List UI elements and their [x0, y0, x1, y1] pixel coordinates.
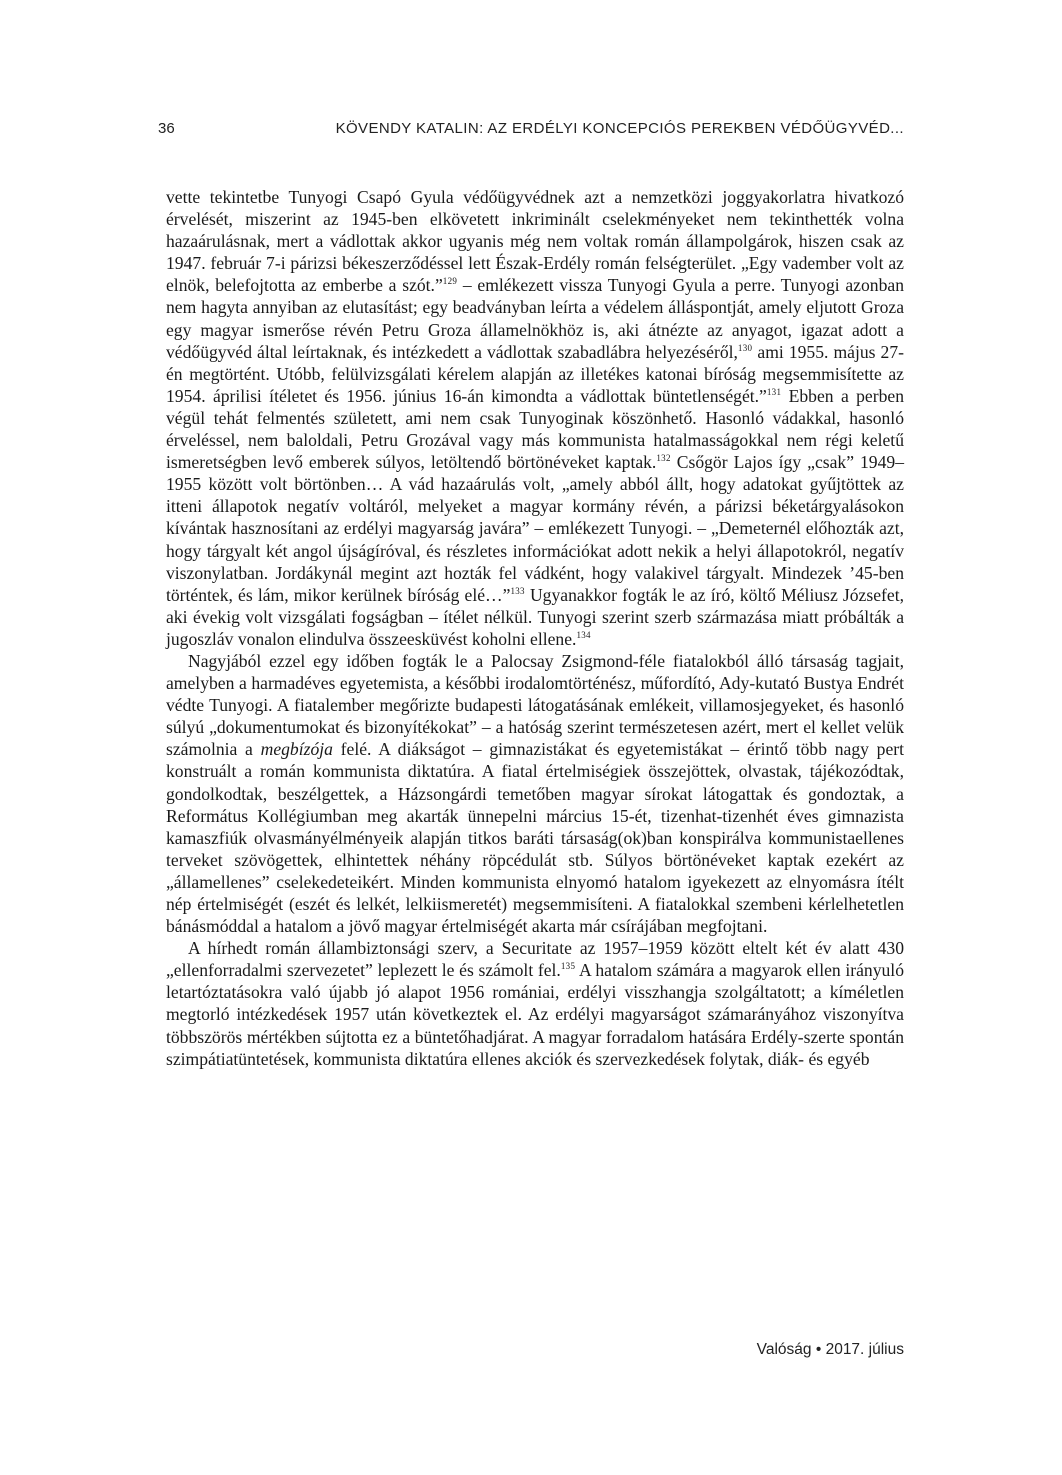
text-segment: vette tekintetbe Tunyogi Csapó Gyula védőügyvédnek azt a nemzetközi joggyakorlatra hivatkozó érvelését, miszerint az 1945-ben elkövetett inkriminált cselekményeket nem tekinthették volna hazaárulásnak, mert a vádlottak akkor ugyanis még nem voltak román állampolgárok, hiszen csak az 1947. február 7-i párizsi békeszerződéssel lett Észak-Erdély román felségterület. „Egy vadember volt az elnök, belefojtotta az emberbe a szót.”: [166, 187, 904, 296]
footnote-ref: 135: [560, 961, 576, 972]
text-segment: felé. A diákságot – gimnazistákat és egyetemistákat – érintő több nagy pert konstruált a román kommunista diktatúra. A fiatal értelmiségiek összejöttek, olvastak, tájékozódtak, gondolkodtak, beszélgettek, a Házsongárdi temetőben magyar sírokat látogattak és gondoztak, a Református Kollégiumban meg akarták ünnepelni március 15-ét, tizenhat-tizenhét éves gimnazista kamaszfiúk olvasmányélményeik alapján titkos baráti társaság(ok)ban konspirálva kommunistaellenes terveket szövögettek, elhintettek néhány röpcédulát stb. Súlyos börtönéveket kaptak ezekért az „államellenes” cselekedeteikért. Minden kommunista elnyomó hatalom igyekezett az elnyomásra ítélt nép értelmiségét (eszét és lelkét, lelkiismeretét) megsemmisíteni. A fiatalokkal szembeni kérlelhetetlen bánásmóddal a hatalom a jövő magyar értelmiségét akarta már csírájában megfojtani.: [166, 739, 905, 937]
running-title: KÖVENDY KATALIN: AZ ERDÉLYI KONCEPCIÓS PEREKBEN VÉDŐÜGYVÉD...: [335, 120, 904, 137]
page-number: 36: [158, 120, 175, 137]
footnote-ref: 132: [656, 453, 671, 464]
paragraph-3: [166, 937, 904, 1070]
footnote-ref: 130: [737, 342, 753, 353]
page-header: [158, 120, 904, 144]
footnote-ref: 129: [442, 276, 458, 287]
footnote-ref: 133: [510, 585, 525, 596]
paragraph-2: [166, 650, 904, 937]
text-segment: Nagyjából ezzel egy időben fogták le a Palocsay Zsigmond-féle fiatalokból álló társaság tagjait, amelyben a harmadéves egyetemista, a későbbi irodalomtörténész, műfordító, Ady-kutató Bustya Endrét védte Tunyogi. A fiatalember megőrizte budapesti látogatásának emlékeit, villamosjegyeket, és hasonló súlyú „dokumentumokat és bizonyítékokat” – a hatóság szerint természetesen azért, mert el kellet velük számolnia a: [166, 650, 904, 760]
text-segment: ami 1955. május 27-én megtörtént. Utóbb, felülvizsgálati kérelem alapján az illetékes katonai bíróság megsemmisítette az 1954. áprilisi ítéletet és 1956. június 16-án kimondta a vádlottak büntetlenségét.”: [166, 341, 904, 406]
article-body: [166, 186, 904, 1070]
footnote-ref: 131: [766, 386, 782, 397]
text-segment: – emlékezett vissza Tunyogi Gyula a perre. Tunyogi azonban nem hagyta annyiban az elutasítást; egy beadványban leírta a védelem álláspontját, amely eljutott Groza egy magyar ismerőse révén Petru Groza államelnökhöz is, aki átnézte az anyagot, igazat adott a védőügyvéd által leírtaknak, és intézkedett a vádlottak szabadlábra helyezéséről,: [166, 275, 904, 362]
text-segment: Csőgör Lajos így „csak” 1949–1955 között volt börtönben… A vád hazaárulás volt, „amely abból állt, hogy adatokat gyűjtöttek az itteni állapotok negatív voltáról, melyeket a magyar kormány révén, a párizsi béketárgyalásokon kívántak hasznosítani az erdélyi magyarság javára” – emlékezett Tunyogi. – „Demeternél előhozták azt, hogy tárgyalt két angol újságíróval, és részletes információkat adott nekik a helyi állapotokról, negatív viszonylatban. Jordákynál megint azt hozták fel vádként, hogy valakivel tárgyalt. Mindezek ’45-ben történtek, és lám, mikor kerülnek bíróság elé…”: [166, 452, 904, 605]
page-footer: Valóság • 2017. július: [756, 1341, 904, 1358]
emphasis-text: megbízója: [260, 739, 333, 760]
text-segment: A hírhedt román állambiztonsági szerv, a Securitate az 1957–1959 között eltelt két év alatt 430 „ellenforradalmi szervezetet” leplezett le és számolt fel.: [166, 938, 904, 981]
text-segment: Ebben a perben végül tehát felmentés született, ami nem csak Tunyoginak köszönhető. Hasonló vádakkal, hasonló érveléssel, nem baloldali, Petru Grozával vagy más kommunista hatalmasságokkal nem régi keletű ismeretségben levő emberek súlyos, letöltendő börtönéveket kaptak.: [166, 385, 904, 473]
paragraph-1: [166, 186, 904, 650]
text-segment: A hatalom számára a magyarok ellen irányuló letartóztatásokra való újabb jó alapot 1956 romániai, erdélyi visszhangja szolgáltatott; a kíméletlen megtorló intézkedések 1957 után következtek el. Az erdélyi magyarságot számarányához viszonyítva többszörös mértékben sújtotta ez a büntetőhadjárat. A magyar forradalom hatására Erdély-szerte spontán szimpátiatüntetések, kommunista diktatúra ellenes akciók és szervezkedések folytak, diák- és egyéb: [166, 960, 904, 1069]
text-segment: Ugyanakkor fogták le az író, költő Méliusz Józsefet, aki évekig volt vizsgálati fogságban – ítélet nélkül. Tunyogi szerint szerb származása miatt próbálták a jugoszláv vonalon elindulva összeesküvést koholni ellene.: [166, 584, 904, 649]
footnote-ref: 134: [576, 630, 591, 641]
